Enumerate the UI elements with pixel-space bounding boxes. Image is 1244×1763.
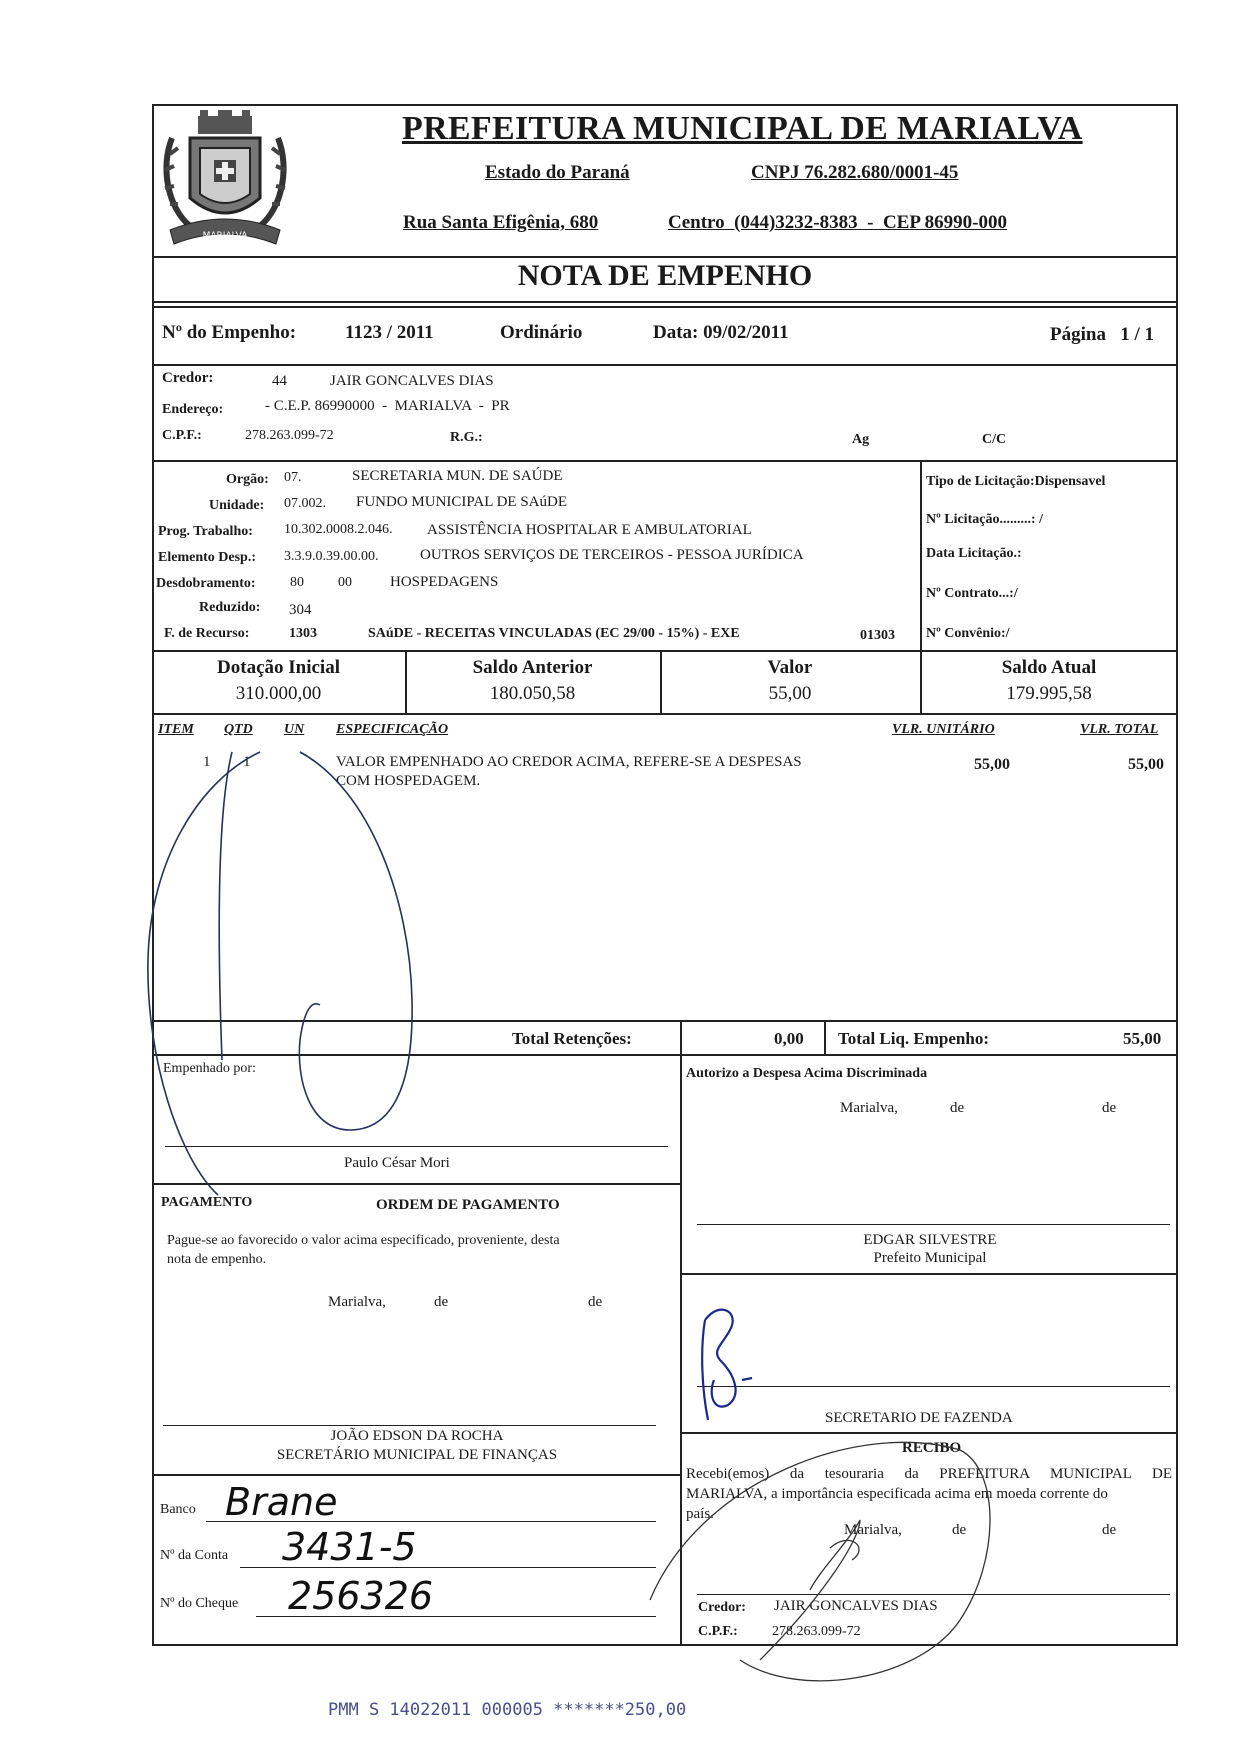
empenho-number: 1123 / 2011 (345, 322, 434, 343)
page-number: Página 1 / 1 (1050, 324, 1154, 345)
cheque-label: Nº do Cheque (160, 1596, 239, 1611)
credor-label: Credor: (162, 370, 214, 386)
unidade-label: Unidade: (209, 498, 265, 513)
empenhado-por-name: Paulo César Mori (344, 1155, 450, 1171)
col-qtd: QTD (224, 722, 253, 737)
banco-label: Banco (160, 1502, 196, 1517)
item-valor-unitario: 55,00 (974, 756, 1010, 773)
unidade-code: 07.002. (284, 496, 326, 511)
col-un: UN (284, 722, 305, 737)
fonte-recurso: SAúDE - RECEITAS VINCULADAS (EC 29/00 - 15%) - EXE (368, 626, 740, 641)
desdobramento-a: 80 (290, 575, 304, 590)
ordem-pagamento-label: ORDEM DE PAGAMENTO (376, 1197, 560, 1213)
cheque-handwritten: 256326 (288, 1574, 434, 1618)
fonte-recurso-code: 1303 (289, 626, 317, 641)
payment-stamp: PMM S 14022011 000005 *******250,00 (328, 1700, 687, 1720)
recibo-title: RECIBO (902, 1440, 962, 1456)
total-liquido-label: Total Liq. Empenho: (838, 1029, 989, 1048)
rg-label: R.G.: (450, 430, 483, 445)
recibo-credor-name: JAIR GONCALVES DIAS (774, 1598, 938, 1614)
desdobramento-b: 00 (338, 575, 352, 590)
cpf-label: C.P.F.: (162, 428, 202, 443)
prog-trabalho: ASSISTÊNCIA HOSPITALAR E AMBULATORIAL (427, 522, 752, 538)
col-especificacao: ESPECIFICAÇÃO (336, 722, 449, 737)
endereco: - C.E.P. 86990000 - MARIALVA - PR (265, 398, 510, 414)
recibo-city: Marialva, (844, 1522, 902, 1538)
pagamento-de1: de (434, 1294, 449, 1310)
municipality-title: PREFEITURA MUNICIPAL DE MARIALVA (402, 110, 1083, 147)
numero-licitacao: Nº Licitação.........: / (926, 512, 1043, 527)
recibo-de1: de (952, 1522, 967, 1538)
autorizo-city: Marialva, (840, 1100, 898, 1116)
recibo-text-line3: país. (686, 1506, 714, 1522)
saldo-atual-value: 179.995,58 (1006, 683, 1092, 704)
orgao-code: 07. (284, 470, 302, 485)
pagamento-text-line2: nota de empenho. (167, 1252, 267, 1267)
total-retencoes-value: 0,00 (774, 1029, 804, 1048)
conta-corrente-label: C/C (982, 432, 1007, 447)
valor-value: 55,00 (768, 683, 812, 704)
pagamento-label: PAGAMENTO (161, 1195, 253, 1210)
item-quantity: 1 (243, 754, 251, 770)
item-valor-total: 55,00 (1128, 756, 1164, 773)
autorizo-label: Autorizo a Despesa Acima Discriminada (686, 1066, 928, 1081)
numero-convenio: Nº Convênio:/ (926, 626, 1010, 641)
recibo-credor-label: Credor: (698, 1600, 746, 1615)
empenho-date: Data: 09/02/2011 (653, 322, 789, 343)
fonte-recurso-number: 01303 (860, 628, 895, 643)
conta-label: Nº da Conta (160, 1548, 229, 1563)
fonte-recurso-label: F. de Recurso: (164, 626, 250, 641)
item-number: 1 (203, 754, 211, 770)
desdobramento: HOSPEDAGENS (390, 574, 499, 590)
recibo-text-line1: Recebi(emos) da tesouraria da PREFEITURA MUNICIPAL DE (686, 1466, 1172, 1482)
total-retencoes-label: Total Retenções: (512, 1029, 632, 1048)
saldo-anterior-label: Saldo Anterior (472, 657, 593, 678)
state-name: Estado do Paraná (485, 162, 630, 183)
col-valor-unitario: VLR. UNITÁRIO (892, 722, 995, 737)
reduzido-label: Reduzido: (199, 600, 261, 615)
cnpj: CNPJ 76.282.680/0001-45 (751, 162, 959, 183)
recibo-text-line2: MARIALVA, a importância especificada acima em moeda corrente do (686, 1486, 1108, 1502)
recibo-de2: de (1102, 1522, 1117, 1538)
data-licitacao: Data Licitação.: (926, 546, 1022, 561)
item-especificacao-line2: COM HOSPEDAGEM. (336, 773, 481, 789)
tipo-licitacao: Tipo de Licitação:Dispensavel (926, 474, 1106, 489)
pagamento-de2: de (588, 1294, 603, 1310)
elemento-code: 3.3.9.0.39.00.00. (284, 549, 379, 564)
agencia-label: Ag (852, 432, 870, 447)
banco-handwritten: Brane (225, 1480, 338, 1524)
secretario-fazenda: SECRETARIO DE FAZENDA (825, 1410, 1013, 1426)
prog-trabalho-code: 10.302.0008.2.046. (284, 522, 393, 537)
endereco-label: Endereço: (162, 402, 224, 417)
secretario-financas-name: JOÃO EDSON DA ROCHA (330, 1428, 504, 1444)
prefeito-name: EDGAR SILVESTRE (863, 1232, 997, 1248)
item-especificacao-line1: VALOR EMPENHADO AO CREDOR ACIMA, REFERE-SE A DESPESAS (336, 754, 802, 770)
empenho-type: Ordinário (500, 322, 583, 343)
saldo-anterior-value: 180.050,58 (489, 683, 576, 704)
col-item: ITEM (158, 722, 194, 737)
empenho-number-label: Nº do Empenho: (162, 322, 297, 343)
recibo-cpf: 278.263.099-72 (772, 1624, 861, 1639)
desdobramento-label: Desdobramento: (156, 576, 256, 591)
credor-code: 44 (272, 373, 287, 389)
prefeito-role: Prefeito Municipal (873, 1250, 987, 1266)
reduzido: 304 (289, 602, 312, 618)
conta-handwritten: 3431-5 (282, 1525, 417, 1569)
elemento-label: Elemento Desp.: (158, 550, 256, 565)
cpf: 278.263.099-72 (245, 428, 334, 443)
street-address: Rua Santa Efigênia, 680 (403, 212, 599, 233)
autorizo-de1: de (950, 1100, 965, 1116)
credor-name: JAIR GONCALVES DIAS (330, 373, 494, 389)
dotacao-inicial-label: Dotação Inicial (217, 657, 340, 678)
dotacao-inicial-value: 310.000,00 (235, 683, 322, 704)
saldo-atual-label: Saldo Atual (1001, 657, 1097, 678)
empenhado-por-label: Empenhado por: (163, 1061, 256, 1076)
orgao: SECRETARIA MUN. DE SAÚDE (352, 468, 563, 484)
district-phone-cep: Centro (044)3232-8383 - CEP 86990-000 (668, 212, 1007, 233)
pagamento-city: Marialva, (328, 1294, 386, 1310)
numero-contrato: Nº Contrato...:/ (926, 586, 1018, 601)
document-title: NOTA DE EMPENHO (517, 259, 813, 292)
unidade: FUNDO MUNICIPAL DE SAúDE (356, 494, 567, 510)
secretario-financas-role: SECRETÁRIO MUNICIPAL DE FINANÇAS (276, 1447, 558, 1463)
orgao-label: Orgão: (226, 472, 269, 487)
autorizo-de2: de (1102, 1100, 1117, 1116)
recibo-cpf-label: C.P.F.: (698, 1624, 738, 1639)
total-liquido-value: 55,00 (1123, 1029, 1162, 1048)
pagamento-text-line1: Pague-se ao favorecido o valor acima especificado, proveniente, desta (167, 1233, 560, 1248)
prog-trabalho-label: Prog. Trabalho: (158, 524, 253, 539)
col-valor-total: VLR. TOTAL (1080, 722, 1159, 737)
svg-text:MARIALVA: MARIALVA (202, 231, 248, 241)
elemento: OUTROS SERVIÇOS DE TERCEIROS - PESSOA JURÍDICA (420, 547, 804, 563)
valor-label: Valor (767, 657, 813, 678)
